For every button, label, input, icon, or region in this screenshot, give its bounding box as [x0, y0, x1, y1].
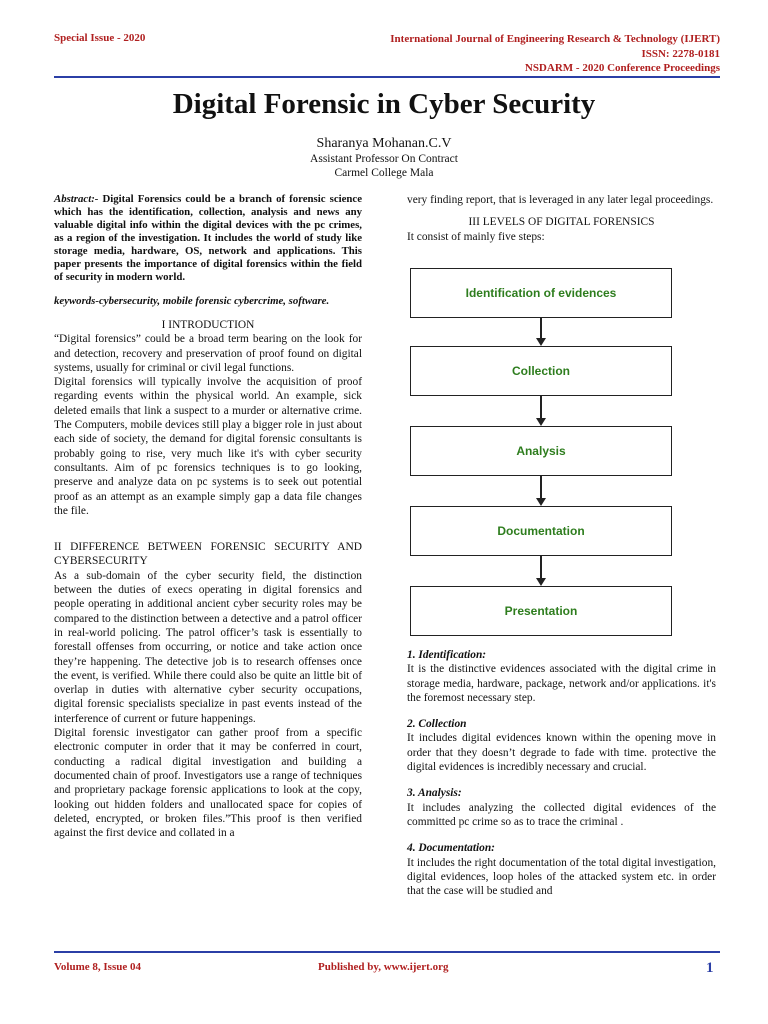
proceedings-name: NSDARM - 2020 Conference Proceedings	[524, 62, 720, 74]
volume-issue: Volume 8, Issue 04	[54, 961, 141, 973]
author-college: Carmel College Mala	[334, 167, 434, 179]
levels-heading: III LEVELS OF DIGITAL FORENSICS	[468, 216, 655, 229]
flow-step-documentation: Documentation	[410, 506, 672, 556]
difference-heading: II DIFFERENCE BETWEEN FORENSIC SECURITY AND CYBERSECURITY	[54, 541, 362, 568]
left-column	[54, 193, 362, 840]
right-column-steps	[407, 648, 716, 898]
step-1-text: It is the distinctive evidences associated with the digital crime in storage media, hardware, package, network and/or applications. it's the foremost necessary step.	[407, 663, 716, 704]
flow-step-analysis: Analysis	[410, 426, 672, 476]
levels-intro: It consist of mainly five steps:	[407, 230, 545, 243]
step-4-text: It includes the right documentation of the total digital investigation, digital evidences, loop holes of the attacked system etc. in order that the case will be studied and	[407, 856, 716, 898]
intro-paragraph-1: “Digital forensics” could be a broad term bearing on the look for and detection, recovery and preservation of proof found on digital systems, usually for criminal or civil legal functions.	[54, 333, 362, 374]
flow-step-collection: Collection	[410, 346, 672, 396]
step-2-title: 2. Collection	[407, 718, 467, 731]
page-number: 1	[706, 960, 714, 976]
step-3-title: 3. Analysis:	[407, 787, 462, 800]
abstract-text: Digital Forensics could be a branch of forensic science which has the identification, collection, analysis and news any valuable digital info within the digital devices with the pc crimes, as a region of the investigation. It includes the world of study like storage media, hardware, OS, network and applications. This paper presents the importance of digital forensics within the field of security in modern world.	[54, 193, 362, 283]
issn: ISSN: 2278-0181	[641, 47, 720, 60]
difference-paragraph-2: Digital forensic investigator can gather proof from a specific electronic computer in order that it may be conferred in court, conducting a radical digital investigation and building a documented chain of proof. Investigators use a range of techniques and proprietary package forensic applications to look at the copy, looking out hidden folders and unallocated space for copies of deleted, encrypted, or broken files.”This proof is then verified against the first device and collated in a	[54, 727, 362, 840]
step-1-title: 1. Identification:	[407, 649, 487, 661]
journal-name: International Journal of Engineering Research & Technology (IJERT)	[390, 33, 720, 45]
step-3-text: It includes analyzing the collected digital evidences of the committed pc crime so as to trace the criminal .	[407, 801, 716, 828]
publisher-link[interactable]: Published by, www.ijert.org	[318, 961, 449, 973]
footer-rule	[54, 951, 720, 953]
paper-title: Digital Forensic in Cyber Security	[172, 88, 596, 120]
keywords	[54, 295, 362, 308]
step-4-title: 4. Documentation:	[407, 842, 495, 855]
difference-paragraph-1: As a sub-domain of the cyber security field, the distinction between the duties of execs operating in digital forensics and people operating in additional ancient cyber security roles may be compared to the distinction between a detective and a patrol officer in real-world policing. The patrol officer’s task is essentially to forestall offenses from occurring, or notice and take action once they’re happening. The detective job is to research offenses once the event, is verified. While there could also be quite an little bit of overlap in duties with alternative cyber security occupations, digital forensic specialists specialize in past events instead of the interference of current or future happenings.	[54, 569, 362, 725]
levels-flowchart	[408, 268, 674, 640]
special-issue-label: Special Issue - 2020	[54, 32, 146, 44]
step-2-text: It includes digital evidences known within the opening move in order that they doesn’t degrade to fade with time. protective the digital evidences is incredibly necessary and crucial.	[407, 732, 716, 774]
right-column-top	[407, 193, 716, 244]
flow-step-presentation: Presentation	[410, 586, 672, 636]
flow-step-identification: Identification of evidences	[410, 268, 672, 318]
intro-heading: I INTRODUCTION	[161, 319, 255, 331]
keywords-text: keywords-cybersecurity, mobile forensic cybercrime, software.	[54, 295, 330, 307]
author-name: Sharanya Mohanan.C.V	[316, 136, 452, 151]
intro-paragraph-2: Digital forensics will typically involve the acquisition of proof regarding events within the physical world. An example, sick deleted emails that link a suspect to a murder or alternative crime. The Computers, mobile devices still play a bigger role in just about each side of society, the demand for digital forensic consultants is probably going to rise, very much like it's with cyber security consultants. Aim of pc forensics techniques is to go looking, preserve and analyze data on pc systems is to seek out potential proof as an attempt as an example simply gap a data file changes the file.	[54, 376, 362, 517]
author-position: Assistant Professor On Contract	[310, 153, 458, 165]
header-rule	[54, 76, 720, 78]
journal-header	[390, 32, 720, 76]
continuation-text: very finding report, that is leveraged in any later legal proceedings.	[407, 194, 714, 206]
abstract	[54, 193, 362, 284]
abstract-label: Abstract:-	[54, 193, 99, 205]
